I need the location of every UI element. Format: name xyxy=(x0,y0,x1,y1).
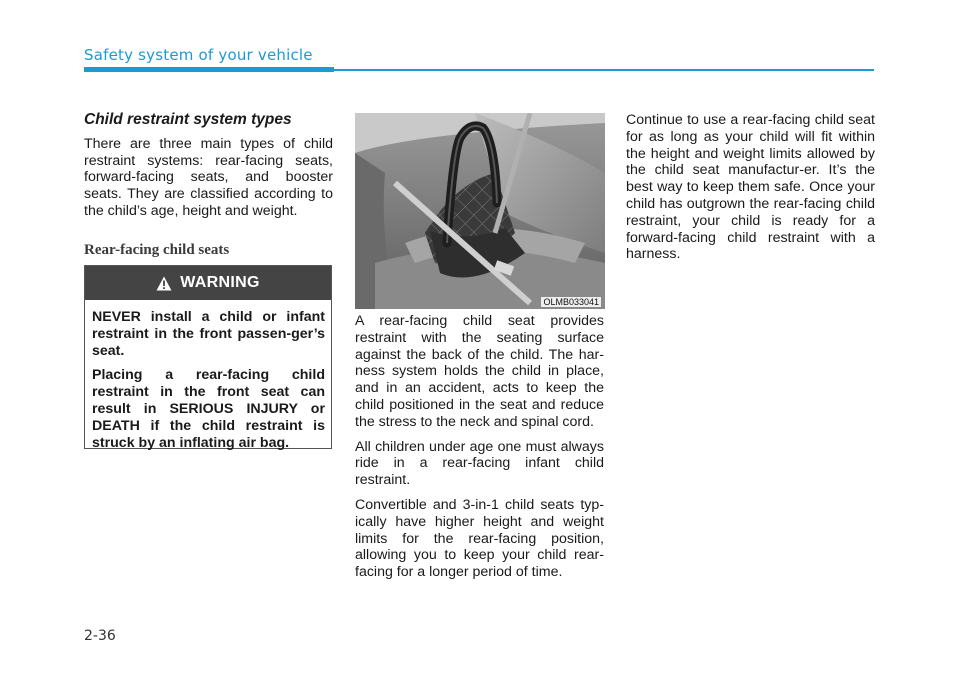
body-paragraph: A rear-facing child seat provides restraint with the seating surface against the back of the child. The har-ness system holds the child in place, and in an accident, acts to keep the child positioned in the seat and reduce the stress to the neck and spinal cord. xyxy=(355,313,604,430)
middle-column xyxy=(355,313,604,589)
warning-header xyxy=(85,266,331,300)
left-column xyxy=(84,112,333,269)
subsection-title: Rear-facing child seats xyxy=(84,241,230,258)
intro-paragraph: There are three main types of child restraint systems: rear-facing seats, forward-facing seats, and booster seats. They are classified according to the child’s age, height and weight. xyxy=(84,135,333,219)
page-number: 2-36 xyxy=(84,628,116,644)
warning-body xyxy=(85,300,331,451)
body-paragraph: Continue to use a rear-facing child seat for as long as your child will fit within the height and weight limits allowed by the child seat manufactur-er. It’s the best way to keep them safe. Once your child has outgrown the rear-facing child restraint, your child is ready for a forward-facing child restraint with a harness. xyxy=(626,112,875,263)
warning-paragraph: Placing a rear-facing child restraint in the front seat can result in SERIOUS INJURY or DEATH if the child restraint is struck by an inflating air bag. xyxy=(92,367,325,451)
warning-paragraph: NEVER install a child or infant restraint in the front passen-ger’s seat. xyxy=(92,309,325,359)
right-column xyxy=(626,112,875,271)
warning-box xyxy=(84,265,332,449)
child-seat-illustration xyxy=(355,113,605,309)
body-paragraph: Convertible and 3-in-1 child seats typ-ically have higher height and weight limits for the rear-facing position, allowing you to keep your child rear-facing for a longer period of time. xyxy=(355,496,604,581)
header-accent-bar xyxy=(84,67,334,72)
rear-facing-seat-photo xyxy=(355,113,605,309)
header-rule xyxy=(334,69,874,71)
header-title: Safety system of your vehicle xyxy=(84,46,313,64)
warning-label: WARNING xyxy=(180,274,260,291)
body-paragraph: All children under age one must always ride in a rear-facing infant child restraint. xyxy=(355,438,604,489)
section-title: Child restraint system types xyxy=(84,111,292,128)
figure-code: OLMB033041 xyxy=(543,297,599,307)
warning-triangle-icon xyxy=(156,276,172,291)
